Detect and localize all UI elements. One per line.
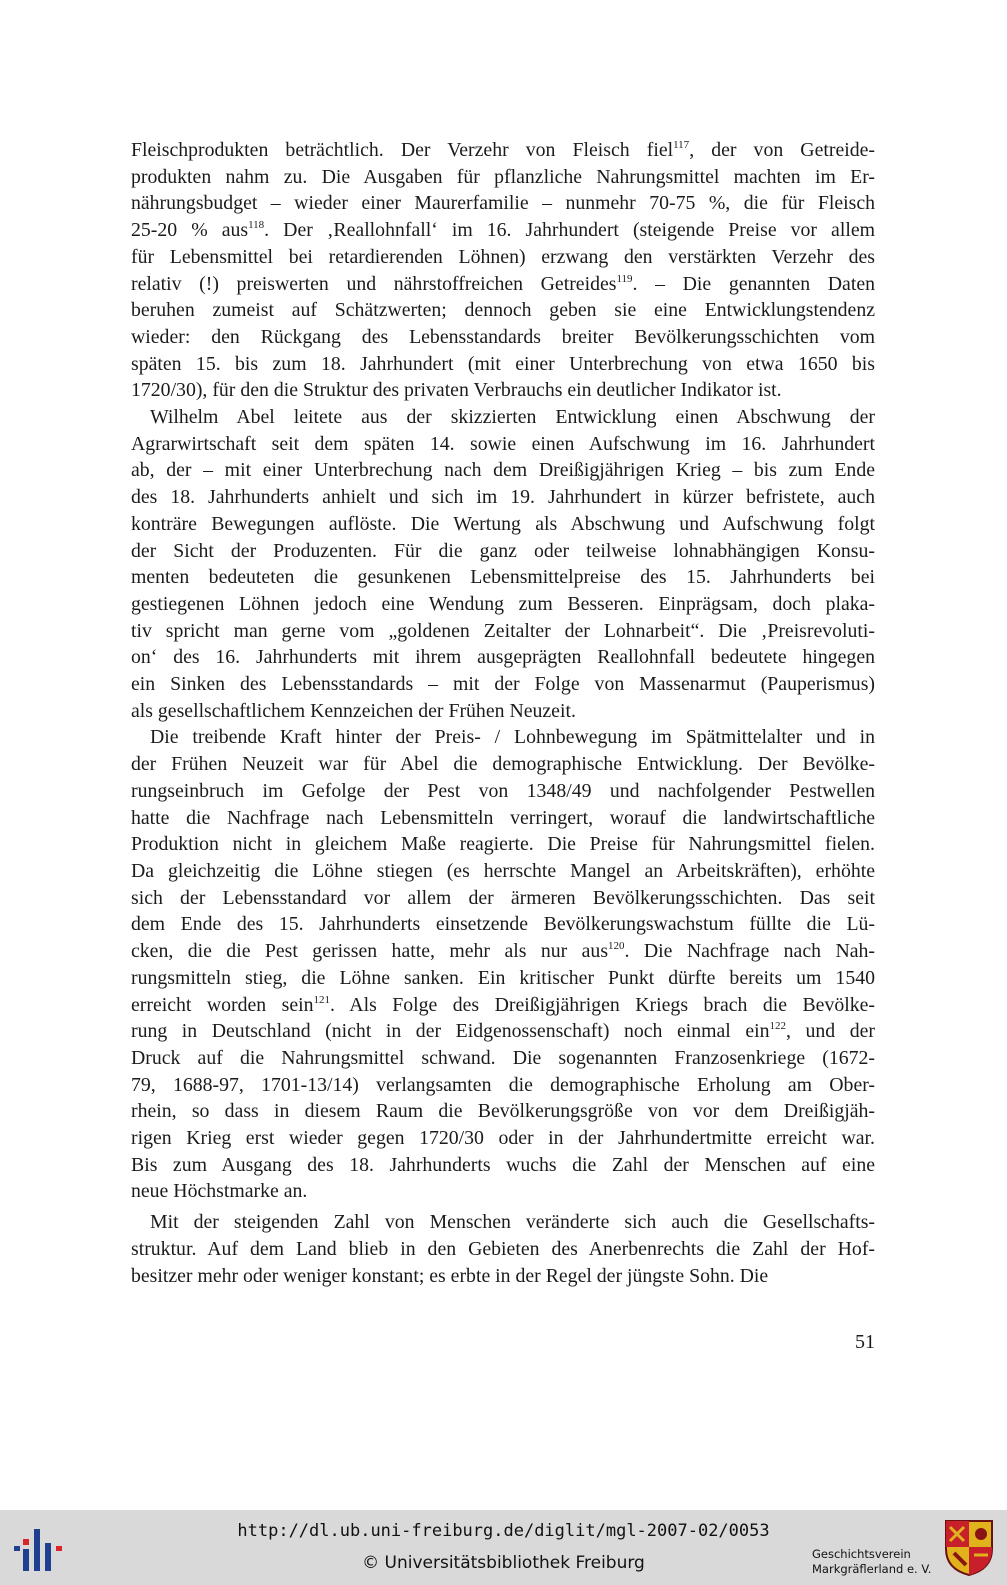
text-line [131, 1125, 875, 1152]
text-run: . Als Folge des Dreißigjährigen Kriegs brach die Bevölke- [330, 993, 875, 1016]
text-run: beruhen zumeist auf Schätzwerten; dennoch geben sie eine Entwicklungstendenz [131, 299, 875, 322]
text-line [131, 805, 875, 832]
text-run: neue Höchstmarke an. [131, 1180, 308, 1203]
text-run: ab, der – mit einer Unterbrechung nach dem Dreißigjährigen Krieg – bis zum Ende [131, 459, 875, 482]
text-line [131, 351, 875, 378]
text-line [131, 938, 875, 965]
society-name-line-2: Markgräflerland e. V. [812, 1562, 932, 1576]
text-line [131, 965, 875, 992]
text-line [131, 992, 875, 1019]
text-run: sich der Lebensstandard vor allem der ärmeren Bevölkerungsschichten. Das seit [131, 886, 875, 909]
text-run: für Lebensmittel bei retardierenden Löhnen) erzwang den verstärkten Verzehr des [131, 245, 875, 268]
text-run: Die treibende Kraft hinter der Preis- / Lohnbewegung im Spätmittelalter und in [150, 726, 875, 749]
text-run: rhein, so dass in diesem Raum die Bevölkerungsgröße von vor dem Dreißigjäh- [131, 1100, 875, 1123]
text-run: 79, 1688-97, 1701-13/14) verlangsamten die demographische Erholung am Ober- [131, 1073, 875, 1096]
text-run: , der von Getreide- [689, 139, 875, 161]
text-line [131, 1072, 875, 1099]
footnote-ref: 121 [313, 993, 330, 1006]
text-line [131, 377, 875, 404]
text-line [131, 778, 875, 805]
text-line [131, 244, 875, 271]
text-run: Agrarwirtschaft seit dem späten 14. sowie einen Aufschwung im 16. Jahrhundert [131, 432, 875, 455]
footnote-ref: 122 [769, 1020, 787, 1033]
text-line [131, 484, 875, 511]
text-run: besitzer mehr oder weniger konstant; es erbte in der Regel der jüngste Sohn. Die [131, 1264, 769, 1287]
text-run: wieder: den Rückgang des Lebensstandards breiter Bevölkerungsschichten vom [131, 325, 875, 348]
body-text [131, 137, 875, 1289]
text-run: , und der [786, 1020, 875, 1043]
text-line [131, 271, 875, 298]
text-run: Wilhelm Abel leitete aus der skizzierten Entwicklung einen Abschwung der [150, 406, 875, 429]
footer-bar [0, 1510, 1007, 1585]
text-run: der Sicht der Produzenten. Für die ganz oder teilweise lohnabhängigen Konsu- [131, 539, 875, 562]
text-run: struktur. Auf dem Land blieb in den Gebieten des Anerbenrechts die Zahl der Hof- [131, 1237, 875, 1260]
text-line [131, 297, 875, 324]
text-run: rungseinbruch im Gefolge der Pest von 1348/49 und nachfolgender Pestwellen [131, 779, 875, 802]
text-run: als gesellschaftlichem Kennzeichen der Frühen Neuzeit. [131, 699, 576, 722]
text-line [131, 431, 875, 458]
text-run: tiv spricht man gerne vom „goldenen Zeitalter der Lohnarbeit“. Die ‚Preisrevoluti- [131, 619, 875, 642]
text-line [131, 1045, 875, 1072]
text-line [131, 1018, 875, 1045]
text-run: ein Sinken des Lebensstandards – mit der Folge von Massenarmut (Pauperismus) [131, 673, 875, 696]
text-run: rigen Krieg erst wieder gegen 1720/30 oder in der Jahrhundertmitte erreicht war. [131, 1127, 875, 1150]
text-line [131, 1178, 875, 1205]
text-line [131, 511, 875, 538]
text-line [131, 457, 875, 484]
text-line [131, 911, 875, 938]
footnote-ref: 118 [248, 219, 265, 232]
text-run: Da gleichzeitig die Löhne stiegen (es herrschte Mangel an Arbeitskräften), erhöhte [131, 859, 875, 882]
text-line [131, 858, 875, 885]
text-run: . – Die genannten Daten [632, 272, 875, 295]
text-run: relativ (!) preiswerten und nährstoffreichen Getreides [131, 272, 617, 295]
text-run: . Der ‚Reallohnfall‘ im 16. Jahrhundert (steigende Preise vor allem [264, 219, 875, 242]
text-run: dem Ende des 15. Jahrhunderts einsetzende Bevölkerungswachstum füllte die Lü- [131, 913, 875, 936]
text-line [131, 671, 875, 698]
text-line [131, 538, 875, 565]
text-line [131, 591, 875, 618]
footer-copyright: © Universitätsbibliothek Freiburg [362, 1553, 645, 1573]
coat-of-arms-icon [944, 1519, 994, 1577]
society-name [812, 1547, 931, 1577]
text-line [131, 164, 875, 191]
footnote-ref: 120 [608, 940, 625, 953]
text-run: Mit der steigenden Zahl von Menschen veränderte sich auch die Gesellschafts- [150, 1211, 875, 1234]
text-line [131, 404, 875, 431]
footnote-ref: 119 [616, 272, 633, 285]
text-line [131, 1152, 875, 1179]
text-line [131, 190, 875, 217]
text-line [131, 1209, 875, 1236]
text-run: 1720/30), für den die Struktur des privaten Verbrauchs ein deutlicher Indikator ist. [131, 379, 782, 402]
text-line [131, 1236, 875, 1263]
text-run: rungsmitteln stieg, die Löhne sanken. Ein kritischer Punkt dürfte bereits um 1540 [131, 966, 875, 989]
text-run: rung in Deutschland (nicht in der Eidgenossenschaft) noch einmal ein [131, 1020, 770, 1043]
text-line [131, 831, 875, 858]
text-run: konträre Bewegungen auflöste. Die Wertung als Abschwung und Aufschwung folgt [131, 512, 875, 535]
text-run: des 18. Jahrhunderts anhielt und sich im 19. Jahrhundert in kürzer befristete, auch [131, 486, 875, 509]
text-run: Produktion nicht in gleichem Maße reagierte. Die Preise für Nahrungsmittel fielen. [131, 833, 875, 856]
text-line [131, 885, 875, 912]
text-line [131, 724, 875, 751]
text-line [131, 1263, 875, 1290]
text-line [131, 217, 875, 244]
society-name-line-1: Geschichtsverein [812, 1547, 911, 1561]
text-line [131, 137, 875, 164]
footnote-ref: 117 [673, 139, 690, 151]
text-line [131, 644, 875, 671]
footer-url[interactable]: http://dl.ub.uni-freiburg.de/diglit/mgl-2007-02/0053 [237, 1521, 770, 1541]
text-run: produkten nahm zu. Die Ausgaben für pflanzliche Nahrungsmittel machten im Er- [131, 165, 875, 188]
text-run: Druck auf die Nahrungsmittel schwand. Die sogenannten Franzosenkriege (1672- [131, 1046, 875, 1069]
text-line [131, 698, 875, 725]
text-run: gestiegenen Löhnen jedoch eine Wendung zum Besseren. Einprägsam, doch plaka- [131, 592, 875, 615]
text-run: Bis zum Ausgang des 18. Jahrhunderts wuchs die Zahl der Menschen auf eine [131, 1153, 875, 1176]
text-line [131, 324, 875, 351]
text-run: on‘ des 16. Jahrhunderts mit ihrem ausgeprägten Reallohnfall bedeutete hingegen [131, 646, 875, 669]
text-run: der Frühen Neuzeit war für Abel die demographische Entwicklung. Der Bevölke- [131, 753, 875, 776]
text-run: 25-20 % aus [131, 219, 249, 242]
text-run: cken, die die Pest gerissen hatte, mehr als nur aus [131, 940, 609, 963]
text-line [131, 618, 875, 645]
text-run: hatte die Nachfrage nach Lebensmitteln verringert, worauf die landwirtschaftliche [131, 806, 875, 829]
page-number: 51 [855, 1331, 875, 1353]
text-run: menten bedeuteten die gesunkenen Lebensmittelpreise des 15. Jahrhunderts bei [131, 566, 875, 589]
text-run: späten 15. bis zum 18. Jahrhundert (mit einer Unterbrechung von etwa 1650 bis [131, 352, 875, 375]
text-run: Fleischprodukten beträchtlich. Der Verzehr von Fleisch fiel [131, 139, 674, 161]
text-line [131, 564, 875, 591]
text-run: . Die Nachfrage nach Nah- [624, 940, 875, 963]
text-line [131, 1098, 875, 1125]
text-line [131, 751, 875, 778]
text-run: erreicht worden sein [131, 993, 314, 1016]
text-run: nährungsbudget – wieder einer Maurerfamilie – nunmehr 70-75 %, die für Fleisch [131, 192, 875, 215]
